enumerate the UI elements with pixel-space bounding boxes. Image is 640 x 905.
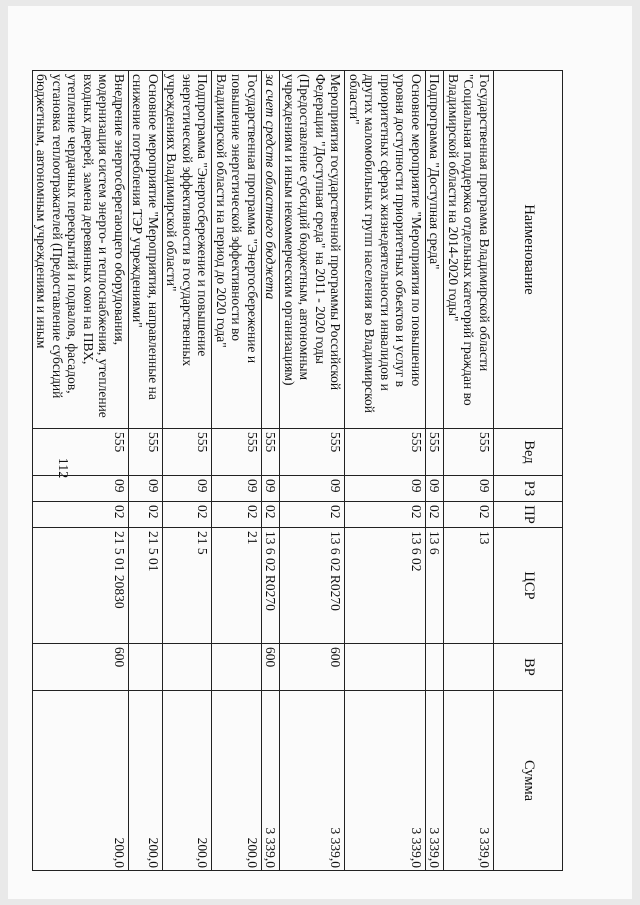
cell-name: Государственная программа "Энергосбережение и повышение энергетической эффективности во Владимирской области на период до 2020 года" [212,71,262,429]
cell-rz: 09 [426,476,445,502]
table-body [33,71,494,871]
cell-sum: 3 339,0 [262,691,281,871]
table-row [262,71,281,871]
cell-sum: 3 339,0 [345,691,426,871]
cell-csr: 13 [444,528,494,644]
cell-rz: 09 [280,476,345,502]
cell-vr [129,644,163,691]
cell-csr: 13 6 02 R0270 [262,528,281,644]
cell-csr: 13 6 02 R0270 [280,528,345,644]
cell-rz: 09 [262,476,281,502]
cell-pr: 02 [33,502,129,528]
table-row [280,71,345,871]
cell-csr: 13 6 [426,528,445,644]
cell-sum: 200,0 [163,691,213,871]
header-name: Наименование [494,71,563,429]
header-csr: ЦСР [494,528,563,644]
cell-vr [345,644,426,691]
cell-vr [163,644,213,691]
cell-ved: 555 [212,429,262,476]
cell-pr: 02 [280,502,345,528]
cell-rz: 09 [129,476,163,502]
cell-name: за счет средств областного бюджета [262,71,281,429]
budget-table [32,70,563,871]
header-ved: Вед [494,429,563,476]
cell-pr: 02 [163,502,213,528]
rotated-table-container [34,70,563,870]
cell-csr: 21 [212,528,262,644]
header-pr: ПР [494,502,563,528]
cell-sum: 3 339,0 [444,691,494,871]
cell-csr: 21 5 01 20830 [33,528,129,644]
cell-name: Основное мероприятие "Мероприятия, направленные на снижение потребления ТЭР учреждениями" [129,71,163,429]
cell-csr: 21 5 [163,528,213,644]
table-header-row [494,71,563,871]
cell-vr: 600 [262,644,281,691]
cell-ved: 555 [33,429,129,476]
cell-rz: 09 [444,476,494,502]
table-row [345,71,426,871]
header-sum: Сумма [494,691,563,871]
cell-sum: 200,0 [129,691,163,871]
cell-name: Основное мероприятие "Мероприятия по повышению уровня доступности приоритетных объектов и услуг в приоритетных сферах жизнедеятельности инвалидов и других маломобильных групп населения во Владимирской области" [345,71,426,429]
cell-ved: 555 [280,429,345,476]
cell-name: Мероприятия государственной программы Российской Федерации "Доступная среда" на 2011 - 2020 годы (Предоставление субсидий бюджетным, автономным учреждениям и иным некоммерческим организациям) [280,71,345,429]
cell-ved: 555 [426,429,445,476]
cell-rz: 09 [212,476,262,502]
cell-name: Государственная программа Владимирской области "Социальная поддержка отдельных категорий граждан во Владимирской области на 2014-2020 годы" [444,71,494,429]
cell-pr: 02 [212,502,262,528]
cell-pr: 02 [129,502,163,528]
header-vr: ВР [494,644,563,691]
table-row [426,71,445,871]
cell-name: Подпрограмма "Энергосбережение и повышение энергетической эффективности в государственных учреждениях Владимирской области" [163,71,213,429]
table-row [444,71,494,871]
cell-rz: 09 [33,476,129,502]
cell-pr: 02 [345,502,426,528]
cell-sum: 200,0 [33,691,129,871]
cell-rz: 09 [163,476,213,502]
cell-pr: 02 [444,502,494,528]
cell-pr: 02 [262,502,281,528]
table-row [212,71,262,871]
header-rz: РЗ [494,476,563,502]
cell-name: Внедрение энергосберегающего оборудования, модернизация систем энерго- и теплоснабжения, утепление входных дверей, замена деревянных окон на ПВХ, утепление чердачных перекрытий и подвалов, фасадов, установка теплоотражателей (Предоставление субсидий бюджетным, автономным учреждениям и иным [33,71,129,429]
cell-vr: 600 [33,644,129,691]
cell-vr [444,644,494,691]
cell-vr [426,644,445,691]
cell-ved: 555 [129,429,163,476]
document-page [8,6,632,899]
page-number: 112 [55,457,70,479]
cell-name: Подпрограмма "Доступная среда" [426,71,445,429]
cell-ved: 555 [262,429,281,476]
cell-ved: 555 [345,429,426,476]
cell-ved: 555 [444,429,494,476]
cell-csr: 21 5 01 [129,528,163,644]
cell-vr: 600 [280,644,345,691]
table-row [33,71,129,871]
cell-ved: 555 [163,429,213,476]
cell-rz: 09 [345,476,426,502]
table-row [163,71,213,871]
cell-csr: 13 6 02 [345,528,426,644]
cell-sum: 3 339,0 [280,691,345,871]
cell-pr: 02 [426,502,445,528]
cell-vr [212,644,262,691]
cell-sum: 200,0 [212,691,262,871]
table-row [129,71,163,871]
cell-sum: 3 339,0 [426,691,445,871]
